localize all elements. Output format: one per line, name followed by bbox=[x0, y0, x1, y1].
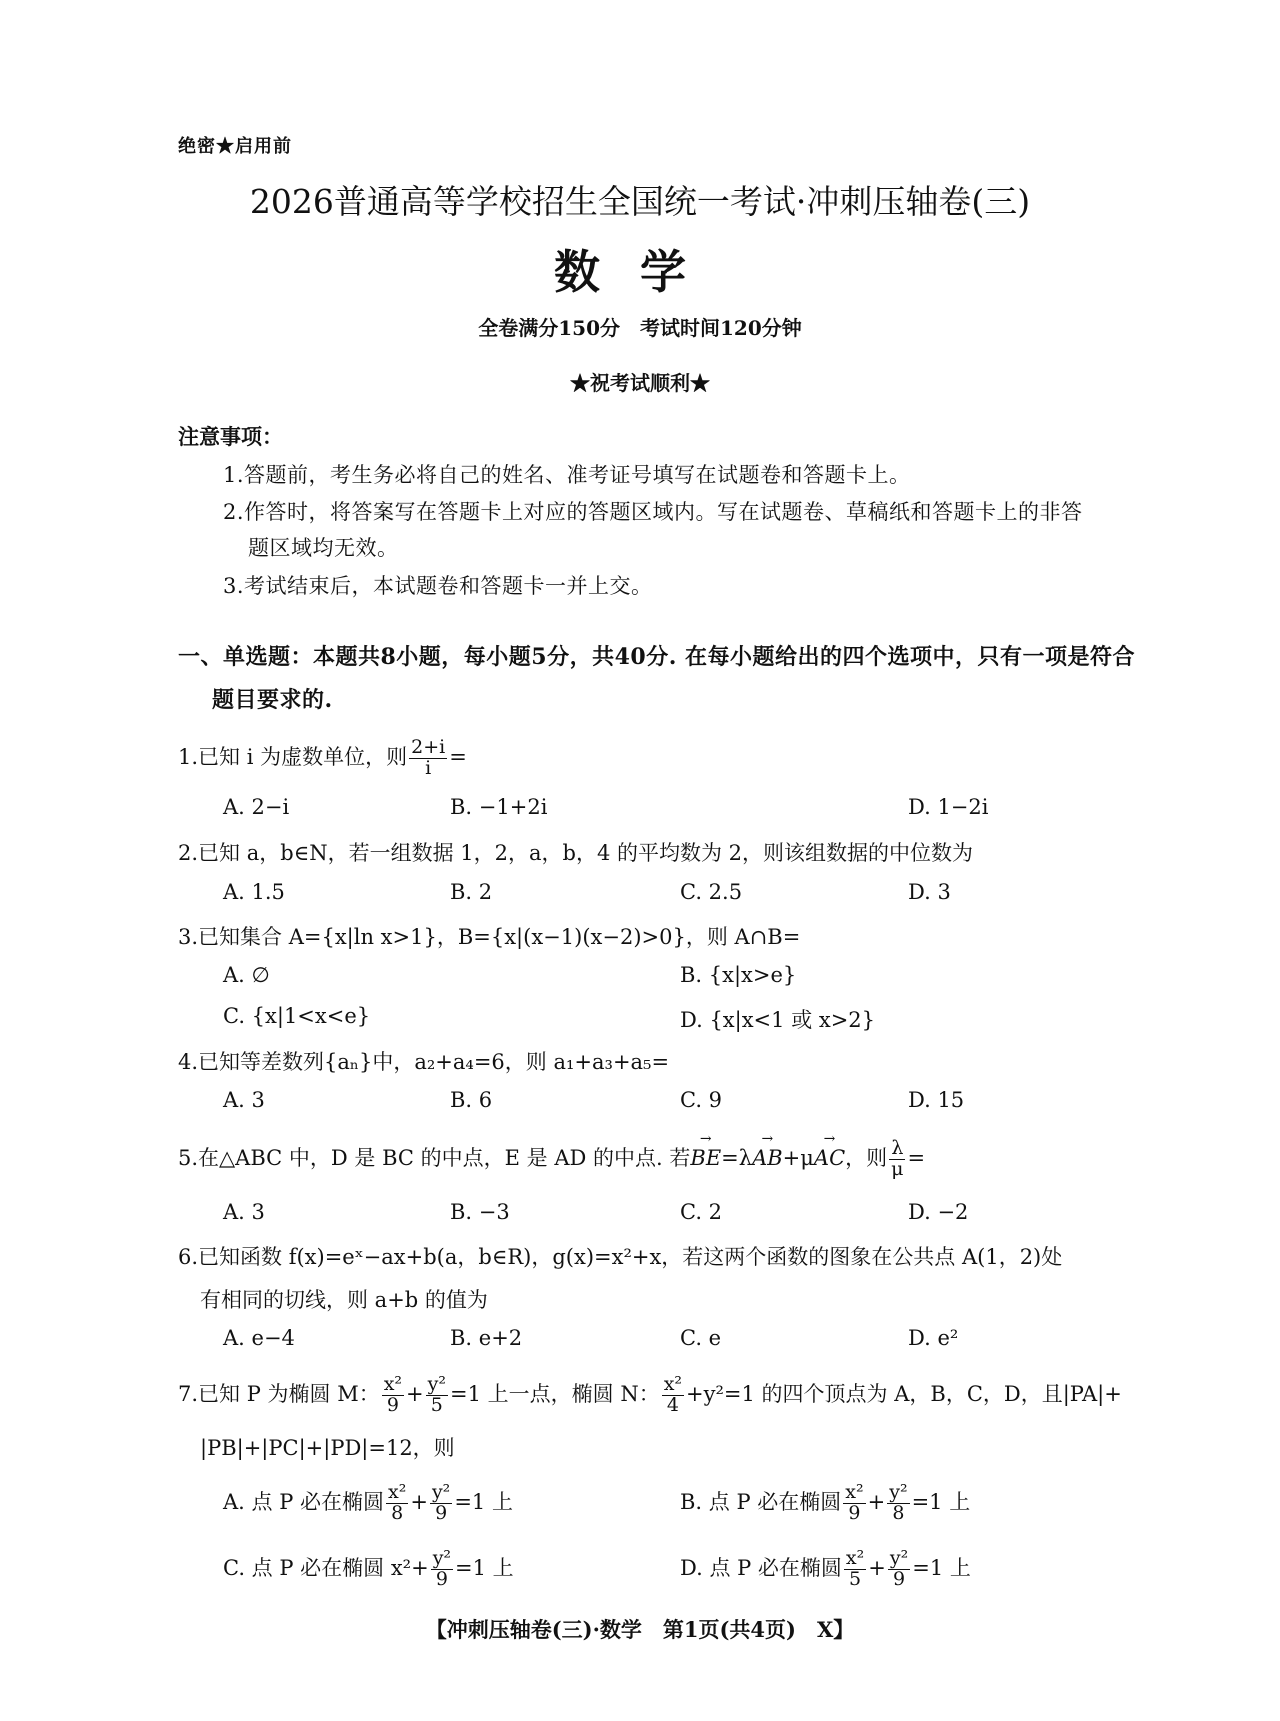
q7b-x-fraction bbox=[843, 1483, 865, 1524]
q7a-text: A. 点 P 必在椭圆 bbox=[223, 1489, 384, 1514]
q7d-plus: + bbox=[868, 1555, 886, 1580]
q7b-y-fraction bbox=[887, 1483, 909, 1524]
q5-stem: 5.在△ABC 中，D 是 BC 的中点，E 是 AD 的中点. 若 bbox=[178, 1145, 691, 1170]
q7a-y-fraction bbox=[430, 1483, 452, 1524]
section-heading-cont: 题目要求的. bbox=[212, 687, 333, 713]
q7-m-y-den: 5 bbox=[430, 1393, 443, 1416]
q7a-y-num: y² bbox=[431, 1481, 451, 1503]
q3-option-c: C. {x|1<x<e} bbox=[223, 1004, 371, 1028]
q5-denominator: μ bbox=[891, 1157, 904, 1180]
q7c-y-num: y² bbox=[432, 1547, 452, 1569]
q7a-x-den: 8 bbox=[391, 1501, 404, 1524]
q7d-x-num: x² bbox=[845, 1547, 865, 1569]
q7b-x-num: x² bbox=[845, 1481, 864, 1503]
q1-option-d: D. 1−2i bbox=[908, 795, 989, 819]
q7d-x-den: 5 bbox=[849, 1567, 862, 1590]
q2-option-b: B. 2 bbox=[450, 880, 493, 904]
q6-option-b: B. e+2 bbox=[450, 1326, 523, 1350]
q7b-y-num: y² bbox=[889, 1481, 908, 1503]
subject-title: 数学 bbox=[554, 245, 726, 299]
q7-m-y-num: y² bbox=[427, 1373, 447, 1395]
q5-equals: = bbox=[907, 1145, 926, 1170]
vector-be: → BE bbox=[690, 1146, 721, 1170]
q1-stem: 1.已知 i 为虚数单位，则 bbox=[178, 744, 408, 769]
q7c-text: C. 点 P 必在椭圆 x²+ bbox=[223, 1555, 429, 1580]
notice-item-1: 1.答题前，考生务必将自己的姓名、准考证号填写在试题卷和答题卡上。 bbox=[223, 463, 911, 487]
q1-equals: = bbox=[449, 744, 467, 769]
q7a-plus: + bbox=[410, 1489, 428, 1514]
question-2: 2.已知 a，b∈N，若一组数据 1，2，a，b，4 的平均数为 2，则该组数据的中位数为 bbox=[178, 841, 974, 865]
q4-option-d: D. 15 bbox=[908, 1088, 965, 1112]
q7b-y-den: 8 bbox=[892, 1501, 905, 1524]
q7-stem-3: +y²=1 的四个顶点为 A，B，C，D，且|PA|+ bbox=[686, 1381, 1122, 1406]
notice-item-2-cont: 题区域均无效。 bbox=[248, 536, 399, 560]
q7-n-x-den: 4 bbox=[666, 1393, 679, 1416]
q2-option-a: A. 1.5 bbox=[223, 880, 285, 904]
q7-stem-2: =1 上一点，椭圆 N： bbox=[450, 1381, 660, 1406]
exam-info: 全卷满分150分 考试时间120分钟 bbox=[478, 316, 802, 340]
q7-option-a bbox=[223, 1483, 513, 1524]
good-luck-line: ★祝考试顺利★ bbox=[570, 371, 710, 395]
q7b-x-den: 9 bbox=[848, 1501, 861, 1524]
q1-option-a: A. 2−i bbox=[223, 795, 290, 819]
q5-option-d: D. −2 bbox=[908, 1200, 969, 1224]
notice-heading: 注意事项： bbox=[178, 424, 283, 449]
q7-m-y-fraction bbox=[426, 1375, 448, 1416]
q7-m-x-num: x² bbox=[383, 1373, 403, 1395]
question-7 bbox=[178, 1375, 1122, 1416]
q1-option-b: B. −1+2i bbox=[450, 795, 548, 819]
q7a-x-fraction bbox=[386, 1483, 408, 1524]
q1-denominator: i bbox=[425, 756, 432, 779]
q2-option-c: C. 2.5 bbox=[680, 880, 743, 904]
question-5 bbox=[178, 1139, 925, 1180]
q7b-text: B. 点 P 必在椭圆 bbox=[680, 1489, 842, 1514]
vector-ab: → AB bbox=[752, 1146, 783, 1170]
q7d-y-fraction bbox=[888, 1549, 910, 1590]
q1-fraction bbox=[409, 738, 447, 779]
q5-then: ，则 bbox=[845, 1145, 888, 1170]
q3-option-d: D. {x|x<1 或 x>2} bbox=[680, 1008, 876, 1032]
exam-title: 2026普通高等学校招生全国统一考试·冲刺压轴卷(三) bbox=[249, 182, 1031, 221]
q7-stem-1: 7.已知 P 为椭圆 M： bbox=[178, 1381, 380, 1406]
question-7-cont: |PB|+|PC|+|PD|=12，则 bbox=[200, 1436, 455, 1460]
q7c-tail: =1 上 bbox=[455, 1555, 514, 1580]
q7b-tail: =1 上 bbox=[911, 1489, 971, 1514]
question-4: 4.已知等差数列{aₙ}中，a₂+a₄=6，则 a₁+a₃+a₅= bbox=[178, 1050, 670, 1074]
q5-plus-mu: +μ bbox=[782, 1145, 814, 1170]
q3-option-a: A. ∅ bbox=[223, 963, 270, 987]
q7d-tail: =1 上 bbox=[912, 1555, 971, 1580]
q4-option-c: C. 9 bbox=[680, 1088, 723, 1112]
q1-numerator: 2+i bbox=[411, 736, 446, 758]
q7a-x-num: x² bbox=[388, 1481, 407, 1503]
q7-m-x-fraction bbox=[382, 1375, 404, 1416]
q7-option-d bbox=[680, 1549, 971, 1590]
vector-ac: → AC bbox=[814, 1146, 845, 1170]
question-6: 6.已知函数 f(x)=eˣ−ax+b(a，b∈R)，g(x)=x²+x，若这两个函数的图象在公共点 A(1，2)处 bbox=[178, 1245, 1063, 1269]
q3-option-b: B. {x|x>e} bbox=[680, 963, 797, 987]
q6-option-a: A. e−4 bbox=[223, 1326, 295, 1350]
question-3: 3.已知集合 A={x|ln x>1}，B={x|(x−1)(x−2)>0}，则 A∩B= bbox=[178, 925, 801, 949]
q5-numerator: λ bbox=[891, 1137, 904, 1159]
q7-m-x-den: 9 bbox=[386, 1393, 399, 1416]
q7d-y-num: y² bbox=[889, 1547, 909, 1569]
notice-item-3: 3.考试结束后，本试题卷和答题卡一并上交。 bbox=[223, 574, 653, 598]
q7-n-x-fraction bbox=[662, 1375, 684, 1416]
q7a-tail: =1 上 bbox=[454, 1489, 513, 1514]
q7-option-b bbox=[680, 1483, 970, 1524]
q5-option-a: A. 3 bbox=[223, 1200, 265, 1224]
q6-option-c: C. e bbox=[680, 1326, 722, 1350]
q4-option-a: A. 3 bbox=[223, 1088, 265, 1112]
q5-fraction bbox=[889, 1139, 905, 1180]
page-footer: 【冲刺压轴卷(三)·数学 第1页(共4页) X】 bbox=[425, 1617, 855, 1642]
question-1 bbox=[178, 738, 467, 779]
q7d-x-fraction bbox=[844, 1549, 866, 1590]
q7d-y-den: 9 bbox=[893, 1567, 906, 1590]
q7a-y-den: 9 bbox=[435, 1501, 448, 1524]
q5-equals-lambda: =λ bbox=[721, 1145, 753, 1170]
q2-option-d: D. 3 bbox=[908, 880, 951, 904]
q5-option-b: B. −3 bbox=[450, 1200, 510, 1224]
q5-option-c: C. 2 bbox=[680, 1200, 723, 1224]
q7c-y-den: 9 bbox=[435, 1567, 448, 1590]
q7c-y-fraction bbox=[431, 1549, 453, 1590]
confidential-label: 绝密★启用前 bbox=[178, 136, 292, 157]
q7-plus: + bbox=[406, 1381, 424, 1406]
q7b-plus: + bbox=[867, 1489, 886, 1514]
question-6-cont: 有相同的切线，则 a+b 的值为 bbox=[200, 1288, 488, 1312]
q7-option-c bbox=[223, 1549, 514, 1590]
q4-option-b: B. 6 bbox=[450, 1088, 493, 1112]
q6-option-d: D. e² bbox=[908, 1326, 959, 1350]
section-heading: 一、单选题：本题共8小题，每小题5分，共40分. 在每小题给出的四个选项中，只有一项是符合 bbox=[178, 644, 1136, 670]
q7-n-x-num: x² bbox=[663, 1373, 683, 1395]
notice-item-2: 2.作答时，将答案写在答题卡上对应的答题区域内。写在试题卷、草稿纸和答题卡上的非答 bbox=[223, 500, 1083, 524]
q7d-text: D. 点 P 必在椭圆 bbox=[680, 1555, 842, 1580]
